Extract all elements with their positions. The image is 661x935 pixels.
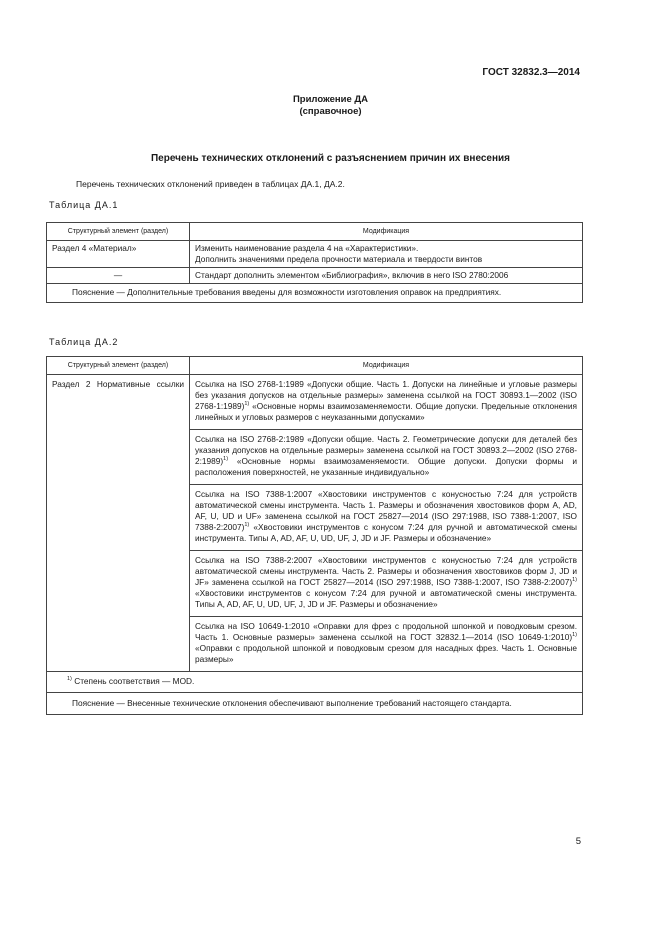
table-row [47,241,583,268]
table-note: Пояснение — Внесенные технические отклонения обеспечивают выполнение требований настоящего стандарта. [47,693,583,715]
column-header-element: Структурный элемент (раздел) [47,223,190,241]
modification-text: «Хвостовики инструментов с конусом 7:24 для ручной и автоматической смены инструмента. Типы A, AD, AF, U, UD, UF, J, JD и JF. Размеры и обозначение» [195,522,577,543]
appendix-title: Приложение ДА [292,94,369,105]
footnote-mark: 1) [572,577,577,584]
column-header-modification: Модификация [190,357,583,375]
section-heading: Перечень технических отклонений с разъяснением причин их внесения [150,153,511,164]
modification-text: Ссылка на ISO 2768-2:1989 «Допуски общие. Часть 2. Геометрические допуски для деталей без указания допусков на отдельные размеры» заменена ссылкой на ГОСТ 30893.2—2002 (ISO 2768-2:1989) [195,434,577,466]
modification-text: «Хвостовики инструментов с конусом 7:24 для ручной и автоматической смены инструмента. Типы A, AD, AF, U, UD, UF, J, JD и JF. Размеры и обозначение» [195,588,577,609]
table-da2 [46,356,583,715]
table-note-row [47,693,583,715]
row-modification [190,617,583,672]
table-header-row [47,223,583,241]
modification-text: «Основные нормы взаимозаменяемости. Общие допуски. Допуски формы и расположения поверхностей, не указанные индивидуально» [195,456,577,477]
footnote-mark: 1) [67,676,72,683]
row-element: — [47,268,190,284]
row-modification [190,241,583,268]
footnote-mark: 1) [244,401,250,408]
row-modification [190,375,583,430]
table2-caption: Таблица ДА.2 [49,337,119,347]
row-element [47,375,190,672]
appendix-heading [0,94,661,118]
table1-caption: Таблица ДА.1 [49,200,119,210]
row-element: Раздел 4 «Материал» [47,241,190,268]
modification-line: Стандарт дополнить элементом «Библиография», включив в него ISO 2780:2006 [195,270,509,280]
table-note-row [47,284,583,303]
table-note: Пояснение — Дополнительные требования введены для возможности изготовления оправок на предприятиях. [47,284,583,303]
intro-paragraph: Перечень технических отклонений приведен в таблицах ДА.1, ДА.2. [76,179,345,189]
row-modification [190,485,583,551]
standard-number: ГОСТ 32832.3—2014 [482,67,580,78]
table-row [47,375,583,430]
modification-text: Ссылка на ISO 2768-1:1989 «Допуски общие. Часть 1. Допуски на линейные и угловые размеры без указания допусков на отдельные размеры» заменена ссылкой на ГОСТ 30893.1—2002 (ISO 2768-1:1989) [195,379,577,411]
table-footnote [47,672,583,693]
modification-line: Изменить наименование раздела 4 на «Характеристики». [195,243,419,253]
column-header-element: Структурный элемент (раздел) [47,357,190,375]
modification-text: «Оправки с продольной шпонкой и поводковым срезом для насадных фрез. Часть 1. Основные размеры» [195,643,577,664]
modification-line: Дополнить значениями предела прочности материала и твердости винтов [195,254,483,264]
footnote-mark: 1) [244,522,250,529]
modification-text: Ссылка на ISO 7388-2:2007 «Хвостовики инструментов с конусностью 7:24 для устройств автоматической смены инструмента. Часть 2. Размеры и обозначения хвостовиков форм J, JD и JF» заменена ссылкой на ГОСТ 25827—2014 (ISO 297:1988, ISO 7388-1:2007, ISO 7388-2:2007) [195,555,577,587]
row-modification [190,430,583,485]
row-modification [190,268,583,284]
row-modification [190,551,583,617]
modification-text: Ссылка на ISO 10649-1:2010 «Оправки для фрез с продольной шпонкой и поводковым срезом. Часть 1. Основные размеры» заменена ссылкой на ГОСТ 32832.1—2014 (ISO 10649-1:2010) [195,621,577,642]
modification-text: Ссылка на ISO 7388-1:2007 «Хвостовики инструментов с конусностью 7:24 для устройств автоматической смены инструмента. Часть 1. Размеры и обозначения хвостовиков форм A, AD, AF, U, UD и UF» заменена ссылкой на ГОСТ 25827—2014 (ISO 297:1988, ISO 7388-1:2007, ISO 7388-2:2007) [195,489,577,532]
appendix-subtitle: (справочное) [299,106,362,117]
footnote-mark: 1) [223,456,229,463]
column-header-modification: Модификация [190,223,583,241]
table-row [47,268,583,284]
table-header-row [47,357,583,375]
table-da1 [46,222,583,303]
modification-text: «Основные нормы взаимозаменяемости. Общие допуски. Предельные отклонения линейных и угловых размеров с неуказанными допусками» [195,401,577,422]
footnote-text: Степень соответствия — MOD. [71,676,195,686]
element-label: Раздел 2 Нормативные ссылки [52,379,184,389]
footnote-mark: 1) [572,632,577,639]
page-number: 5 [575,836,581,847]
table-footnote-row [47,672,583,693]
